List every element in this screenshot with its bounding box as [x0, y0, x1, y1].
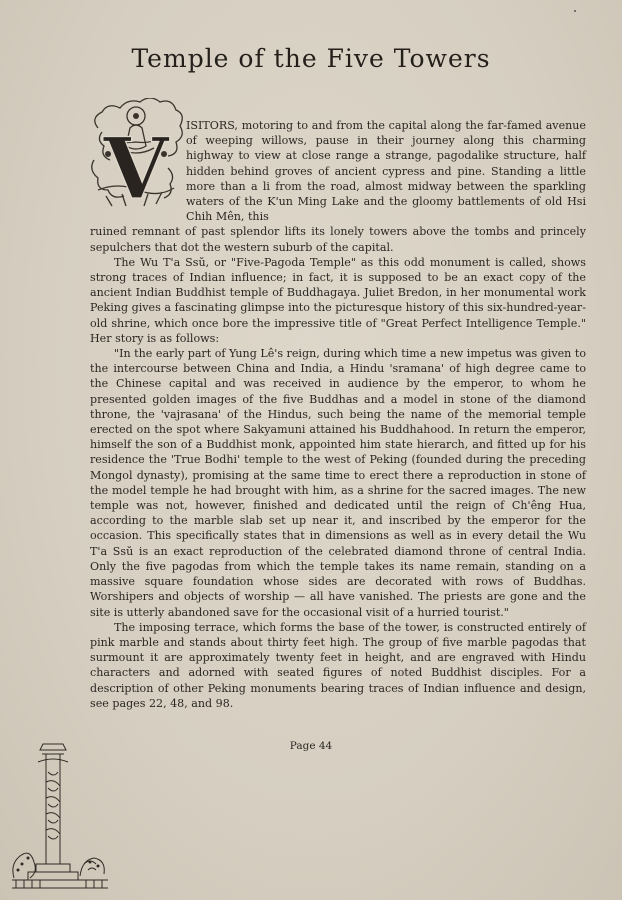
page-title: Temple of the Five Towers	[131, 44, 491, 73]
paragraph-1-tail: ruined remnant of past splendor lifts its lonely towers above the tombs and princely sepulchers that dot the western suburb of the capital.	[90, 225, 586, 254]
pillar-illustration	[10, 742, 110, 892]
paragraph-2: The Wu T'a Ssŭ, or "Five-Pagoda Temple" as this odd monument is called, shows strong traces of Indian influence; in fact, it is supposed to be an exact copy of the ancient Indian Buddhist temple of Buddhagaya. Juliet Bredon, in her monumental work Peking gives a fascinating glimpse into the picturesque history of this six-hundred-year-old shrine, which once bore the impressive title of "Great Perfect Intelligence Temple." Her story is as follows:	[90, 255, 586, 345]
paragraph-4: The imposing terrace, which forms the base of the tower, is constructed entirely of pink marble and stands about thirty feet high. The group of five marble pagodas that surmount it are approximately twenty feet in height, and are engraved with Hindu characters and adorned with seated figures of noted Buddhist disciples. For a description of other Peking monuments bearing traces of Indian influence and design, see pages 22, 48, and 98.	[90, 620, 586, 710]
paragraph-1-lead: ISITORS, motoring to and from the capital along the far-famed avenue of weeping willows, pause in their journey along this charming highway to view at close range a strange, pagodalike structure, half hidden behind groves of ancient cypress and pine. Standing a little more than a li from the road, almost midway between the sparkling waters of the K'un Ming Lake and the gloomy battlements of old Hsi Chih Mên, this	[186, 119, 586, 224]
paragraph-3-quote: "In the early part of Yung Lê's reign, during which time a new impetus was given to the intercourse between China and India, a Hindu 'sramana' of high degree came to the Chinese capital and was received in audience by the emperor, to whom he presented golden images of the five Buddhas and a model in stone of the diamond throne, the 'vajrasana' of the Hindus, such being the name of the memorial temple erected on the spot where Sakyamuni attained his Buddhahood. In return the emperor, himself the son of a Buddhist monk, appointed him state hierarch, and fitted up for his residence the 'True Bodhi' temple to the west of Peking (founded during the preceding Mongol dynasty), promising at the same time to erect there a reproduction in stone of the model temple he had brought with him, as a shrine for the sacred images. The new temple was not, however, finished and dedicated until the reign of Ch'êng Hua, according to the marble slab set up near it, and inscribed by the emperor for the occasion. This specifically states that in dimensions as well as in every detail the Wu T'a Ssŭ is an exact reproduction of the celebrated diamond throne of central India. Only the five pagodas from which the temple takes its name remain, standing on a massive square foundation whose sides are decorated with rows of Buddhas. Worshipers and objects of worship — all have vanished. The priests are gone and the site is utterly abandoned save for the occasional visit of a hurried tourist."	[90, 347, 586, 619]
body-text	[90, 118, 586, 711]
page-number: Page 44	[289, 740, 333, 752]
drop-cap-letter: V	[103, 119, 169, 212]
paper-speck	[574, 10, 576, 12]
